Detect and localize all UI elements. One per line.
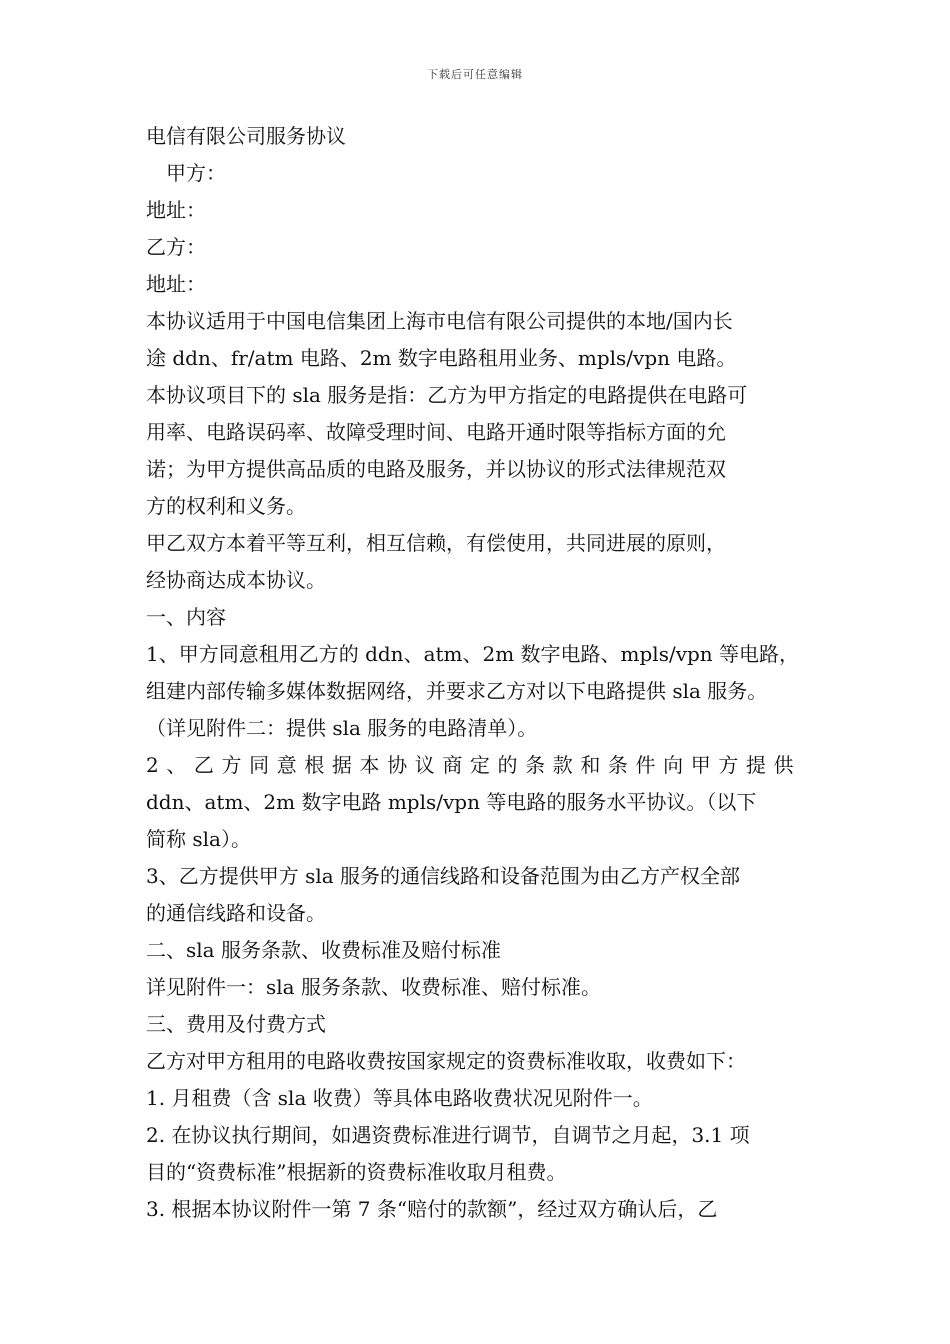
sla-definition-line: 诺；为甲方提供高品质的电路及服务，并以协议的形式法律规范双 <box>146 457 726 481</box>
clause-2-line: ddn、atm、2m 数字电路 mpls/vpn 等电路的服务水平协议。（以下 <box>146 790 757 814</box>
clause-3-line: 3、乙方提供甲方 sla 服务的通信线路和设备范围为由乙方产权全部 <box>146 864 741 888</box>
party-b-label: 乙方： <box>146 235 206 259</box>
clause-3-line: 的通信线路和设备。 <box>146 901 326 925</box>
document-title: 电信有限公司服务协议 <box>146 124 346 148</box>
party-a-label: 甲方： <box>166 161 226 185</box>
scope-paragraph-line: 途 ddn、fr/atm 电路、2m 数字电路租用业务、mpls/vpn 电路。 <box>146 346 737 370</box>
fee-item-2-line: 目的“资费标准”根据新的资费标准收取月租费。 <box>146 1160 567 1184</box>
fees-intro-line: 乙方对甲方租用的电路收费按国家规定的资费标准收取，收费如下： <box>146 1049 746 1073</box>
page-header: 下载后可任意编辑 <box>427 68 523 81</box>
principle-paragraph-line: 甲乙双方本着平等互利，相互信赖，有偿使用，共同进展的原则， <box>146 531 726 555</box>
party-b-address-label: 地址： <box>146 272 206 296</box>
sla-terms-reference: 详见附件一：sla 服务条款、收费标准、赔付标准。 <box>146 975 601 999</box>
sla-definition-line: 本协议项目下的 sla 服务是指：乙方为甲方指定的电路提供在电路可 <box>146 383 748 407</box>
fee-item-1: 1. 月租费（含 sla 收费）等具体电路收费状况见附件一。 <box>146 1086 653 1110</box>
scope-paragraph-line: 本协议适用于中国电信集团上海市电信有限公司提供的本地/国内长 <box>146 309 733 333</box>
fee-item-2-line: 2. 在协议执行期间，如遇资费标准进行调节，自调节之月起，3.1 项 <box>146 1123 750 1147</box>
section-heading-content: 一、内容 <box>146 605 226 629</box>
clause-1-line: 1、甲方同意租用乙方的 ddn、atm、2m 数字电路、mpls/vpn 等电路， <box>146 642 800 666</box>
sla-definition-line: 方的权利和义务。 <box>146 494 306 518</box>
section-heading-sla-terms: 二、sla 服务条款、收费标准及赔付标准 <box>146 938 501 962</box>
clause-2-line: 2、乙方同意根据本协议商定的条款和条件向甲方提供 <box>146 753 802 777</box>
clause-1-line: （详见附件二：提供 sla 服务的电路清单）。 <box>146 716 538 740</box>
sla-definition-line: 用率、电路误码率、故障受理时间、电路开通时限等指标方面的允 <box>146 420 726 444</box>
party-a-address-label: 地址： <box>146 198 206 222</box>
principle-paragraph-line: 经协商达成本协议。 <box>146 568 326 592</box>
fee-item-3-line: 3. 根据本协议附件一第 7 条“赔付的款额”，经过双方确认后，乙 <box>146 1197 718 1221</box>
clause-2-line: 简称 sla）。 <box>146 827 251 851</box>
clause-1-line: 组建内部传输多媒体数据网络，并要求乙方对以下电路提供 sla 服务。 <box>146 679 768 703</box>
section-heading-fees: 三、费用及付费方式 <box>146 1012 326 1036</box>
document-body <box>146 118 820 1228</box>
